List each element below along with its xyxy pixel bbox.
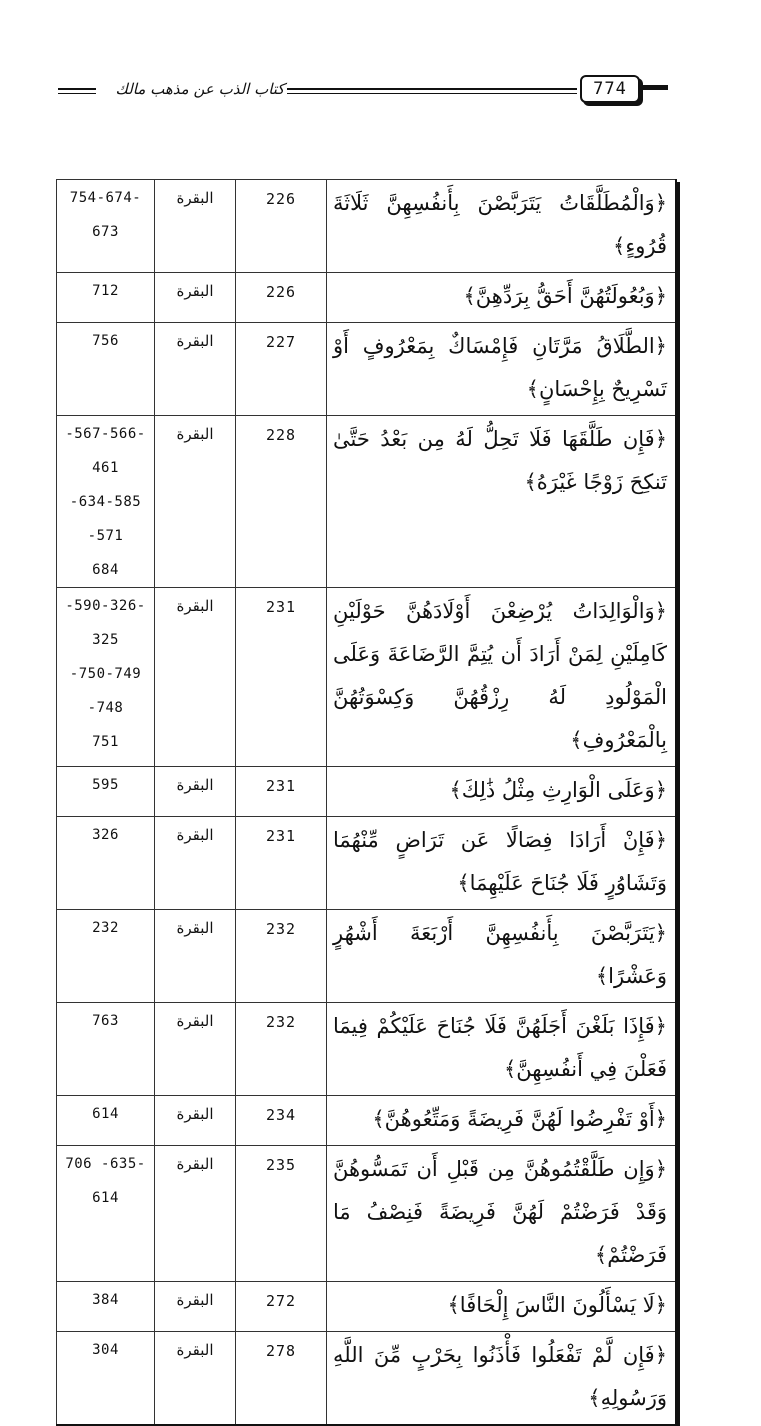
surah-name: البقرة bbox=[155, 1096, 236, 1146]
page-header bbox=[0, 0, 761, 130]
page-number-tab bbox=[640, 85, 668, 90]
page-number: 774 bbox=[580, 75, 640, 103]
page-references bbox=[57, 817, 155, 910]
ayah-number: 226 bbox=[236, 180, 327, 273]
verse-text: ﴿فَإِن طَلَّقَهَا فَلَا تَحِلُّ لَهُ مِن بَعْدُ حَتَّىٰ تَنكِحَ زَوْجًا غَيْرَهُ﴾ bbox=[327, 416, 677, 588]
page-reference-line: 751 bbox=[92, 734, 119, 750]
verse-row bbox=[57, 588, 677, 767]
page-references bbox=[57, 910, 155, 1003]
verse-row bbox=[57, 767, 677, 817]
surah-name: البقرة bbox=[155, 273, 236, 323]
surah-name: البقرة bbox=[155, 1146, 236, 1282]
verse-row bbox=[57, 273, 677, 323]
page-reference-line: 763 bbox=[92, 1013, 119, 1029]
page-reference-line: 756 bbox=[92, 333, 119, 349]
header-rule-middle-bottom bbox=[287, 93, 577, 94]
page-references bbox=[57, 1096, 155, 1146]
ayah-number: 235 bbox=[236, 1146, 327, 1282]
verse-text: ﴿فَإِذَا بَلَغْنَ أَجَلَهُنَّ فَلَا جُنَاحَ عَلَيْكُمْ فِيمَا فَعَلْنَ فِي أَنفُسِهِنَّ﴾ bbox=[327, 1003, 677, 1096]
ayah-number: 232 bbox=[236, 910, 327, 1003]
page-reference-line: 754-674-673 bbox=[69, 190, 142, 240]
verse-row bbox=[57, 1096, 677, 1146]
page-reference-line: -750-749 -748 bbox=[69, 666, 142, 716]
page-reference-line: -634-585 -571 bbox=[69, 494, 142, 544]
page-references bbox=[57, 416, 155, 588]
verse-row bbox=[57, 1332, 677, 1426]
verse-text: ﴿وَإِن طَلَّقْتُمُوهُنَّ مِن قَبْلِ أَن تَمَسُّوهُنَّ وَقَدْ فَرَضْتُمْ لَهُنَّ فَرِيضَةً فَنِصْفُ مَا فَرَضْتُمْ﴾ bbox=[327, 1146, 677, 1282]
book-title: كتاب الذب عن مذهب مالك bbox=[115, 80, 285, 98]
verse-text: ﴿وَعَلَى الْوَارِثِ مِثْلُ ذَٰلِكَ﴾ bbox=[327, 767, 677, 817]
verse-index-table bbox=[56, 179, 677, 1426]
page-reference-line: 684 bbox=[92, 562, 119, 578]
page-references bbox=[57, 1146, 155, 1282]
verse-text: ﴿لَا يَسْأَلُونَ النَّاسَ إِلْحَافًا﴾ bbox=[327, 1282, 677, 1332]
verse-index-body bbox=[57, 180, 677, 1426]
verse-text: ﴿وَبُعُولَتُهُنَّ أَحَقُّ بِرَدِّهِنَّ﴾ bbox=[327, 273, 677, 323]
ayah-number: 231 bbox=[236, 588, 327, 767]
page-reference-line: 384 bbox=[92, 1292, 119, 1308]
header-rule-middle-top bbox=[287, 88, 577, 90]
verse-text: ﴿وَالْوَالِدَاتُ يُرْضِعْنَ أَوْلَادَهُنَّ حَوْلَيْنِ كَامِلَيْنِ لِمَنْ أَرَادَ أَن يُتِمَّ الرَّضَاعَةَ وَعَلَى الْمَوْلُودِ لَهُ رِزْقُهُنَّ وَكِسْوَتُهُنَّ بِالْمَعْرُوفِ﴾ bbox=[327, 588, 677, 767]
page-reference-line: 595 bbox=[92, 777, 119, 793]
verse-text: ﴿وَالْمُطَلَّقَاتُ يَتَرَبَّصْنَ بِأَنفُسِهِنَّ ثَلَاثَةَ قُرُوءٍ﴾ bbox=[327, 180, 677, 273]
ayah-number: 231 bbox=[236, 817, 327, 910]
page-references bbox=[57, 1332, 155, 1426]
verse-text: ﴿فَإِنْ أَرَادَا فِصَالًا عَن تَرَاضٍ مِّنْهُمَا وَتَشَاوُرٍ فَلَا جُنَاحَ عَلَيْهِمَا﴾ bbox=[327, 817, 677, 910]
page-reference-line: 712 bbox=[92, 283, 119, 299]
page-reference-line: -567-566-461 bbox=[65, 426, 146, 476]
surah-name: البقرة bbox=[155, 910, 236, 1003]
page-reference-line: 614 bbox=[92, 1106, 119, 1122]
surah-name: البقرة bbox=[155, 588, 236, 767]
verse-row bbox=[57, 1003, 677, 1096]
verse-text: ﴿أَوْ تَفْرِضُوا لَهُنَّ فَرِيضَةً وَمَتِّعُوهُنَّ﴾ bbox=[327, 1096, 677, 1146]
verse-text: ﴿الطَّلَاقُ مَرَّتَانِ فَإِمْسَاكٌ بِمَعْرُوفٍ أَوْ تَسْرِيحٌ بِإِحْسَانٍ﴾ bbox=[327, 323, 677, 416]
surah-name: البقرة bbox=[155, 416, 236, 588]
page-reference-line: 326 bbox=[92, 827, 119, 843]
surah-name: البقرة bbox=[155, 180, 236, 273]
surah-name: البقرة bbox=[155, 817, 236, 910]
verse-row bbox=[57, 1282, 677, 1332]
verse-row bbox=[57, 416, 677, 588]
surah-name: البقرة bbox=[155, 1282, 236, 1332]
ayah-number: 232 bbox=[236, 1003, 327, 1096]
ayah-number: 226 bbox=[236, 273, 327, 323]
verse-row bbox=[57, 910, 677, 1003]
ayah-number: 234 bbox=[236, 1096, 327, 1146]
page-references bbox=[57, 273, 155, 323]
verse-row bbox=[57, 180, 677, 273]
verse-text: ﴿فَإِن لَّمْ تَفْعَلُوا فَأْذَنُوا بِحَرْبٍ مِّنَ اللَّهِ وَرَسُولِهِ﴾ bbox=[327, 1332, 677, 1426]
ayah-number: 278 bbox=[236, 1332, 327, 1426]
page-reference-line: 232 bbox=[92, 920, 119, 936]
page-references bbox=[57, 1003, 155, 1096]
ayah-number: 228 bbox=[236, 416, 327, 588]
ayah-number: 272 bbox=[236, 1282, 327, 1332]
surah-name: البقرة bbox=[155, 1332, 236, 1426]
verse-row bbox=[57, 323, 677, 416]
header-rule-left-bottom bbox=[58, 93, 96, 94]
surah-name: البقرة bbox=[155, 323, 236, 416]
verse-text: ﴿يَتَرَبَّصْنَ بِأَنفُسِهِنَّ أَرْبَعَةَ أَشْهُرٍ وَعَشْرًا﴾ bbox=[327, 910, 677, 1003]
page-references bbox=[57, 180, 155, 273]
verse-row bbox=[57, 817, 677, 910]
page-reference-line: -590-326-325 bbox=[65, 598, 146, 648]
verse-row bbox=[57, 1146, 677, 1282]
page-references bbox=[57, 1282, 155, 1332]
page-reference-line: 706 -635-614 bbox=[65, 1156, 146, 1206]
surah-name: البقرة bbox=[155, 767, 236, 817]
header-rule-left-top bbox=[58, 88, 96, 90]
page-reference-line: 304 bbox=[92, 1342, 119, 1358]
page-references bbox=[57, 767, 155, 817]
surah-name: البقرة bbox=[155, 1003, 236, 1096]
page-references bbox=[57, 323, 155, 416]
ayah-number: 231 bbox=[236, 767, 327, 817]
page-references bbox=[57, 588, 155, 767]
ayah-number: 227 bbox=[236, 323, 327, 416]
